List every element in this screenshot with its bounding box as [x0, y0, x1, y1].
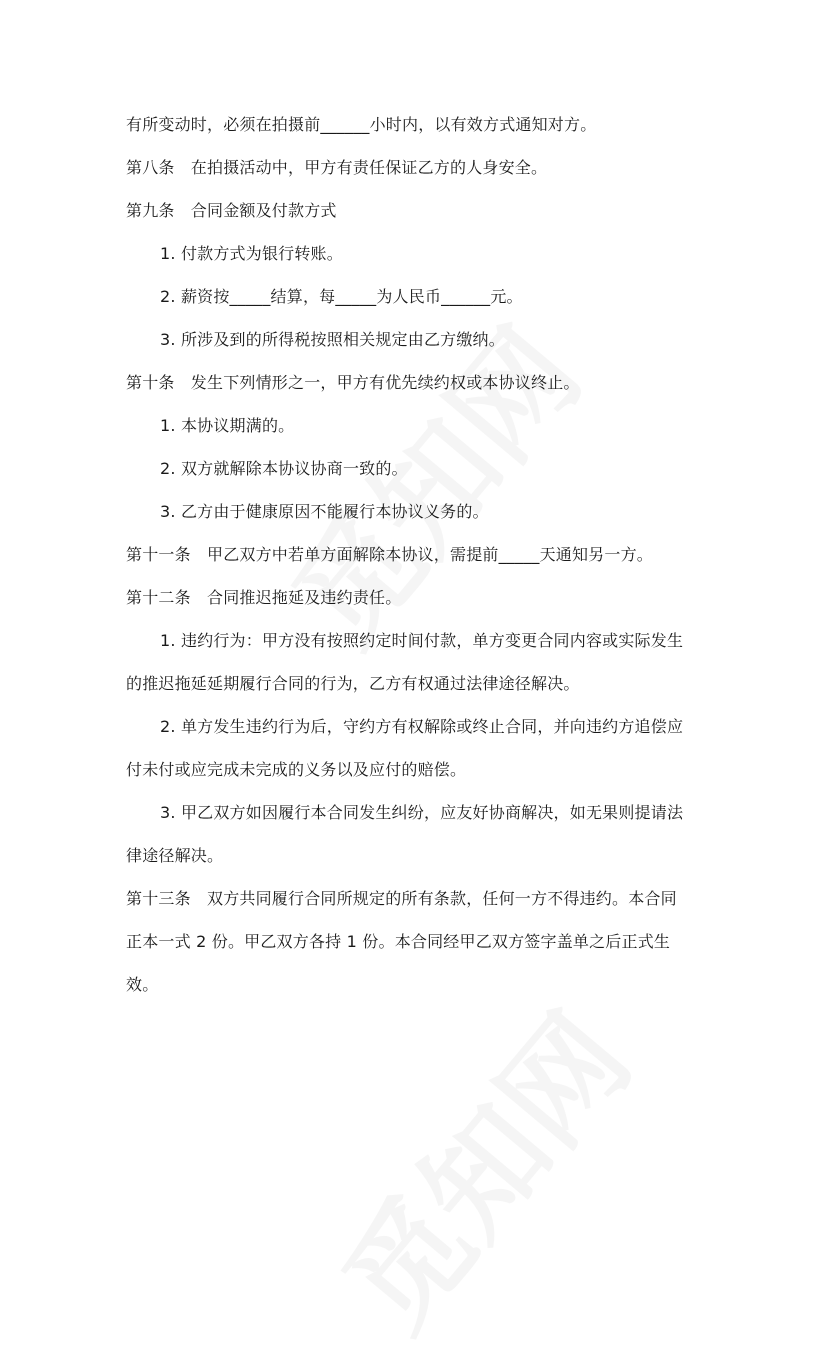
article-12-heading: 第十二条 合同推迟拖延及违约责任。 — [126, 588, 402, 607]
paragraph-line: 的推迟拖延延期履行合同的行为，乙方有权通过法律途径解决。 — [126, 674, 580, 693]
paragraph-line: 效。 — [126, 975, 159, 994]
article-13: 第十三条 双方共同履行合同所规定的所有条款，任何一方不得违约。本合同 — [126, 889, 677, 908]
list-item: 3. 甲乙双方如因履行本合同发生纠纷，应友好协商解决，如无果则提请法 — [160, 803, 684, 822]
article-11: 第十一条 甲乙双方中若单方面解除本协议，需提前_____天通知另一方。 — [126, 545, 654, 564]
list-item: 2. 薪资按_____结算，每_____为人民币______元。 — [160, 287, 523, 306]
list-item: 2. 单方发生违约行为后，守约方有权解除或终止合同，并向违约方追偿应 — [160, 717, 684, 736]
paragraph-line: 正本一式 2 份。甲乙双方各持 1 份。本合同经甲乙双方签字盖单之后正式生 — [126, 932, 671, 951]
list-item: 3. 所涉及到的所得税按照相关规定由乙方缴纳。 — [160, 330, 505, 349]
paragraph-line: 有所变动时，必须在拍摄前______小时内，以有效方式通知对方。 — [126, 115, 597, 134]
list-item: 1. 违约行为：甲方没有按照约定时间付款，单方变更合同内容或实际发生 — [160, 631, 684, 650]
watermark — [298, 973, 661, 1359]
paragraph-line: 律途径解决。 — [126, 846, 224, 865]
article-10-heading: 第十条 发生下列情形之一，甲方有优先续约权或本协议终止。 — [126, 373, 580, 392]
list-item: 1. 付款方式为银行转账。 — [160, 244, 343, 263]
list-item: 1. 本协议期满的。 — [160, 416, 295, 435]
paragraph-line: 付未付或应完成未完成的义务以及应付的赔偿。 — [126, 760, 467, 779]
list-item: 2. 双方就解除本协议协商一致的。 — [160, 459, 408, 478]
list-item: 3. 乙方由于健康原因不能履行本协议义务的。 — [160, 502, 489, 521]
article-9-heading: 第九条 合同金额及付款方式 — [126, 201, 337, 220]
article-8: 第八条 在拍摄活动中，甲方有责任保证乙方的人身安全。 — [126, 158, 548, 177]
